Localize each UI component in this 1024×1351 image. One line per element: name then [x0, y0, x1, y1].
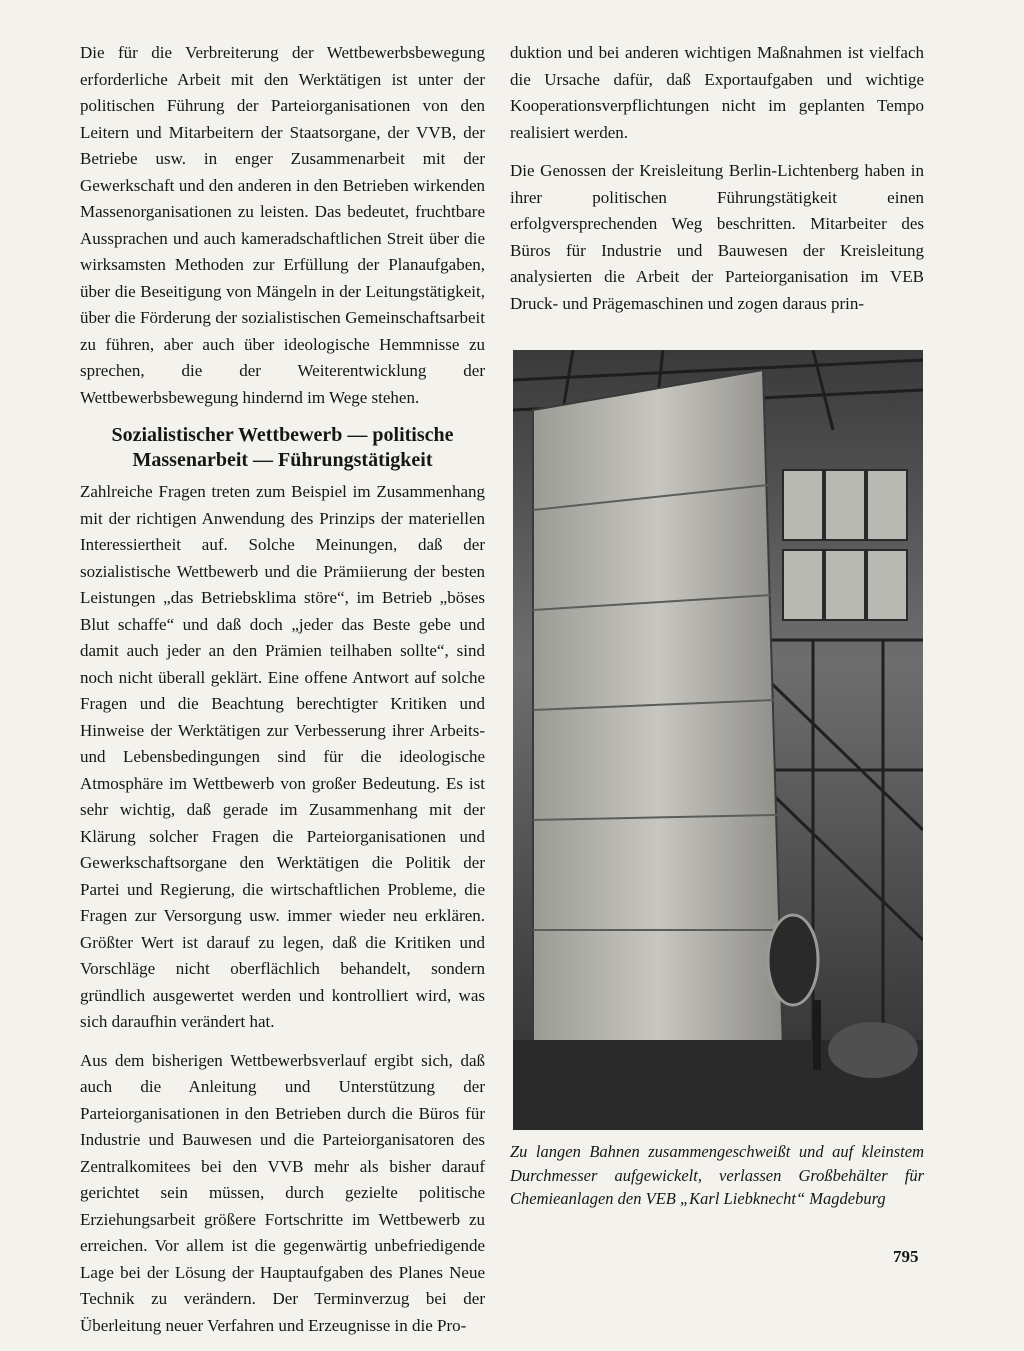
right-paragraph-2: Die Genossen der Kreisleitung Berlin-Lichtenberg haben in ihrer politischen Führungstätigkeit einen erfolgversprechenden Weg beschritten. Mitarbeiter des Büros für Industrie und Bauwesen der Kreisleitung analysierten die Arbeit der Parteiorganisation im VEB Druck- und Prägemaschinen und zogen daraus prin- — [510, 161, 924, 313]
section-heading: Sozialistischer Wettbewerb — politische Massenarbeit — Führungstätigkeit — [111, 424, 454, 471]
left-paragraph-3: Aus dem bisherigen Wettbewerbsverlauf ergibt sich, daß auch die Anleitung und Unterstützung der Parteiorganisationen in den Betrieben durch die Büros für Industrie und Bauwesen und die Parteiorganisatoren des Zentralkomitees bei den VVB mehr als bisher darauf gerichtet sein müssen, durch gezielte politische Erziehungsarbeit größere Fortschritte im Wettbewerb zu erreichen. Vor allem ist die gegenwärtig unbefriedigende Lage bei der Lösung der Hauptaufgaben des Planes Neue Technik zu verändern. Der Terminverzug bei der Überleitung neuer Verfahren und Erzeugnisse in die Pro- — [80, 1050, 485, 1335]
photo-caption: Zu langen Bahnen zusammengeschweißt und auf kleinstem Durchmesser aufgewickelt, verlassen Großbehälter für Chemieanlagen den VEB „Karl Liebknecht“ Magdeburg — [510, 1142, 924, 1208]
left-paragraph-2: Zahlreiche Fragen treten zum Beispiel im Zusammenhang mit der richtigen Anwendung des Prinzips der materiellen Interessiertheit auf. Solche Meinungen, daß der sozialistische Wettbewerb und die Prämiierung der besten Leistungen „das Betriebsklima störe“, im Betrieb „böses Blut schaffe“ und daß doch „jeder das Beste gebe und damit auch jeder an den Prämien teilhaben sollte“, sind noch nicht überall geklärt. Eine offene Antwort auf solche Fragen und die Beachtung berechtigter Kritiken und Hinweise der Werktätigen zur Verbesserung ihrer Arbeits- und Lebensbedingungen sind für die ideologische Atmosphäre im Wettbewerb von großer Bedeutung. Es ist sehr wichtig, daß gerade im Zusammenhang mit der Klärung solcher Fragen die Parteiorganisationen und Gewerkschaftsorgane den Werktätigen die Politik der Partei und Regierung, die wirtschaftlichen Probleme, die Fragen zur Versorgung usw. immer wieder neu erklären. Größter Wert ist darauf zu legen, daß die Kritiken und Vorschläge nicht oberflächlich behandelt, sondern gründlich ausgewertet werden und kontrolliert wird, was sich daraufhin verändert hat. — [80, 482, 485, 1031]
page-number: 795 — [893, 1247, 919, 1266]
right-column — [510, 40, 924, 329]
left-column — [80, 40, 485, 1351]
left-paragraph-1: Die für die Verbreiterung der Wettbewerbsbewegung erforderliche Arbeit mit den Werktätigen ist unter der politischen Führung der Parteiorganisationen von den Leitern und Mitarbeitern der Staatsorgane, der VVB, der Betriebe usw. in enger Zusammenarbeit mit der Gewerkschaft und den anderen in den Betrieben wirkenden Massenorganisationen zu leisten. Das bedeutet, fruchtbare Aussprachen und auch kameradschaftlichen Streit über die wirksamsten Methoden zur Erfüllung der Planaufgaben, über die Beseitigung von Mängeln in der Leitungstätigkeit, über die Förderung der sozialistischen Gemeinschaftsarbeit zu führen, aber auch über ideologische Hemmnisse zu sprechen, die der Weiterentwicklung der Wettbewerbsbewegung hindernd im Wege stehen. — [80, 43, 485, 407]
right-paragraph-1: duktion und bei anderen wichtigen Maßnahmen ist vielfach die Ursache dafür, daß Exportaufgaben und wichtige Kooperationsverpflichtungen nicht im geplanten Tempo realisiert werden. — [510, 43, 924, 142]
industrial-photo — [513, 350, 923, 1130]
